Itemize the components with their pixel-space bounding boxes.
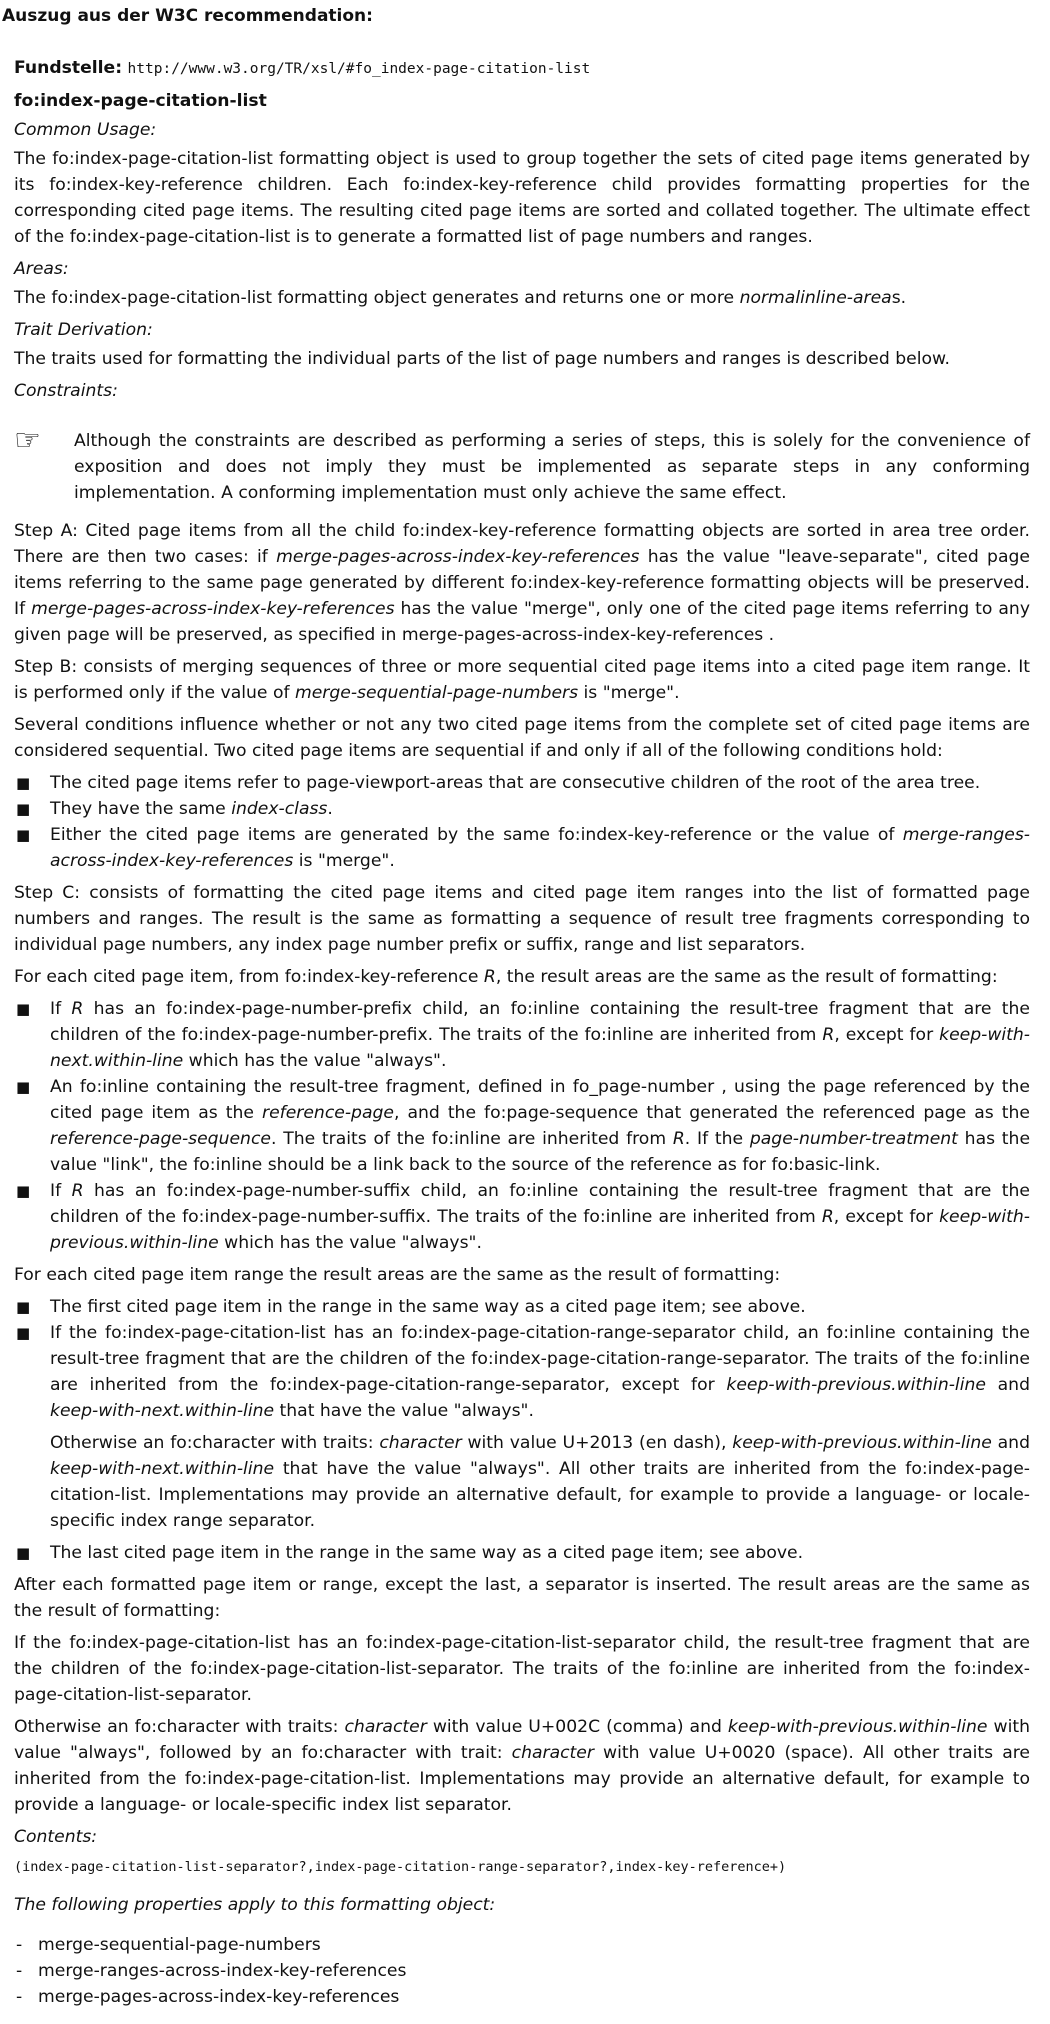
after-each-text: After each formatted page item or range, except the last, a separator is inserted. The result areas are the same as the result of formatting:: [14, 1575, 1030, 1621]
note-text: Although the constraints are described as performing a series of steps, this is solely for the convenience of exposition and does not imply they must be implemented as separate steps in any conforming implementation. A conforming implementation must only achieve the same effect.: [74, 431, 1030, 503]
bullet-square-icon: ■: [16, 1078, 31, 1096]
list-item: ■ They have the same index-class.: [14, 796, 1030, 822]
dash-marker: -: [16, 1987, 23, 2007]
list-item: ■ Either the cited page items are generated by the same fo:index-key-reference or the value of merge-ranges-across-index-key-references is "merge".: [14, 822, 1030, 874]
list-item: ■ If R has an fo:index-page-number-suffix child, an fo:inline containing the result-tree fragment that are the children of the fo:index-page-number-suffix. The traits of the fo:inline are inherited from R, except for keep-with-previous.within-line which has the value "always".: [14, 1178, 1030, 1256]
step-b-text: Step B: consists of merging sequences of three or more sequential cited page items into a cited page item range. It is performed only if the value of merge-sequential-page-numbers is "merge".: [14, 657, 1030, 703]
bullet-square-icon: ■: [16, 774, 31, 792]
label-properties: The following properties apply to this formatting object:: [14, 1895, 496, 1915]
list-item: [14, 1958, 1030, 1984]
note-block: [14, 423, 1030, 506]
list-separator-text: If the fo:index-page-citation-list has an fo:index-page-citation-list-separator child, the result-tree fragment that are the children of the fo:index-page-citation-list-separator. The traits of the fo:inline are inherited from the fo:index-page-citation-list-separator.: [14, 1633, 1030, 1705]
list-item: ■ The last cited page item in the range in the same way as a cited page item; see above.: [14, 1540, 1030, 1566]
property-name: merge-ranges-across-index-key-references: [38, 1961, 407, 1981]
dash-marker: -: [16, 1961, 23, 1981]
bullet-square-icon: ■: [16, 826, 31, 844]
bullet-square-icon: ■: [16, 1544, 31, 1562]
step-a-text: Step A: Cited page items from all the child fo:index-key-reference formatting objects are sorted in area tree order. There are then two cases: if merge-pages-across-index-key-references has the value "leave-separate", cited page items referring to the same page generated by different fo:index-key-reference formatting objects will be preserved. If merge-pages-across-index-key-references has the value "merge", only one of the cited page items referring to any given page will be preserved, as specified in merge-pages-across-index-key-references .: [14, 521, 1030, 645]
source-reference: [14, 55, 1030, 82]
source-label: Fundstelle:: [14, 58, 123, 78]
otherwise-text: Otherwise an fo:character with traits: character with value U+002C (comma) and keep-with-previous.within-line with value "always", followed by an fo:character with trait: character with value U+0020 (space). All other traits are inherited from the fo:index-page-citation-list. Implementations may provide an alternative default, for example to provide a language- or locale-specific index list separator.: [14, 1717, 1030, 1815]
pointing-hand-icon: ☞: [14, 423, 41, 458]
list-item: ■ If the fo:index-page-citation-list has an fo:index-page-citation-range-separator child, an fo:inline containing the result-tree fragment that are the children of the fo:index-page-citation-range-separator. The traits of the fo:inline are inherited from the fo:index-page-citation-range-separator, except for keep-with-previous.within-line and keep-with-next.within-line that have the value "always". Otherwise an fo:character with traits: character with value U+2013 (en dash), keep-with-previous.within-line and keep-with-next.within-line that have the value "always". All other traits are inherited from the fo:index-page-citation-list. Implementations may provide an alternative default, for example to provide a language- or locale-specific index range separator.: [14, 1320, 1030, 1534]
each-item-intro: For each cited page item, from fo:index-key-reference R, the result areas are the same as the result of formatting:: [14, 967, 998, 987]
contents-model: (index-page-citation-list-separator?,index-page-citation-range-separator?,index-key-reference+): [14, 1859, 787, 1875]
dash-marker: -: [16, 1935, 23, 1955]
list-item: ■ The first cited page item in the range in the same way as a cited page item; see above.: [14, 1294, 1030, 1320]
bullet-square-icon: ■: [16, 1000, 31, 1018]
list-item: [14, 1984, 1030, 2010]
property-name: merge-sequential-page-numbers: [38, 1935, 321, 1955]
item-format-list: [14, 996, 1030, 1256]
bullet-square-icon: ■: [16, 1182, 31, 1200]
list-item: ■ An fo:inline containing the result-tree fragment, defined in fo_page-number , using the page referenced by the cited page item as the reference-page, and the fo:page-sequence that generated the referenced page as the reference-page-sequence. The traits of the fo:inline are inherited from R. If the page-number-treatment has the value "link", the fo:inline should be a link back to the source of the reference as for fo:basic-link.: [14, 1074, 1030, 1178]
label-trait-derivation: Trait Derivation:: [14, 320, 153, 340]
conditions-list: [14, 770, 1030, 874]
range-format-list: [14, 1294, 1030, 1566]
document-content: [14, 55, 1030, 2010]
label-constraints: Constraints:: [14, 381, 118, 401]
areas-text: The fo:index-page-citation-list formatting object generates and returns one or more normalinline-areas.: [14, 288, 907, 308]
conditions-intro: Several conditions influence whether or not any two cited page items from the complete set of cited page items are considered sequential. Two cited page items are sequential if and only if all of the following conditions hold:: [14, 715, 1030, 761]
list-item: ■ If R has an fo:index-page-number-prefix child, an fo:inline containing the result-tree fragment that are the children of the fo:index-page-number-prefix. The traits of the fo:inline are inherited from R, except for keep-with-next.within-line which has the value "always".: [14, 996, 1030, 1074]
common-usage-text: The fo:index-page-citation-list formatting object is used to group together the sets of cited page items generated by its fo:index-key-reference children. Each fo:index-key-reference child provides formatting properties for the corresponding cited page items. The resulting cited page items are sorted and collated together. The ultimate effect of the fo:index-page-citation-list is to generate a formatted list of page numbers and ranges.: [14, 149, 1030, 247]
object-title: fo:index-page-citation-list: [14, 91, 267, 111]
bullet-square-icon: ■: [16, 800, 31, 818]
bullet-square-icon: ■: [16, 1324, 31, 1342]
properties-list: [14, 1932, 1030, 2010]
each-range-intro: For each cited page item range the result areas are the same as the result of formatting:: [14, 1265, 781, 1285]
range-separator-default: Otherwise an fo:character with traits: character with value U+2013 (en dash), keep-with-previous.within-line and keep-with-next.within-line that have the value "always". All other traits are inherited from the fo:index-page-citation-list. Implementations may provide an alternative default, for example to provide a language- or locale-specific index range separator.: [50, 1433, 1030, 1531]
label-areas: Areas:: [14, 259, 69, 279]
list-item: [14, 1932, 1030, 1958]
bullet-square-icon: ■: [16, 1298, 31, 1316]
trait-derivation-text: The traits used for formatting the individual parts of the list of page numbers and ranges is described below.: [14, 349, 950, 369]
excerpt-heading: Auszug aus der W3C recommendation:: [2, 6, 373, 26]
property-name: merge-pages-across-index-key-references: [38, 1987, 400, 2007]
label-common-usage: Common Usage:: [14, 120, 157, 140]
source-url: http://www.w3.org/TR/xsl/#fo_index-page-citation-list: [127, 61, 591, 77]
step-c-text: Step C: consists of formatting the cited page items and cited page item ranges into the list of formatted page numbers and ranges. The result is the same as formatting a sequence of result tree fragments corresponding to individual page numbers, any index page number prefix or suffix, range and list separators.: [14, 883, 1030, 955]
label-contents: Contents:: [14, 1827, 98, 1847]
list-item: ■ The cited page items refer to page-viewport-areas that are consecutive children of the root of the area tree.: [14, 770, 1030, 796]
